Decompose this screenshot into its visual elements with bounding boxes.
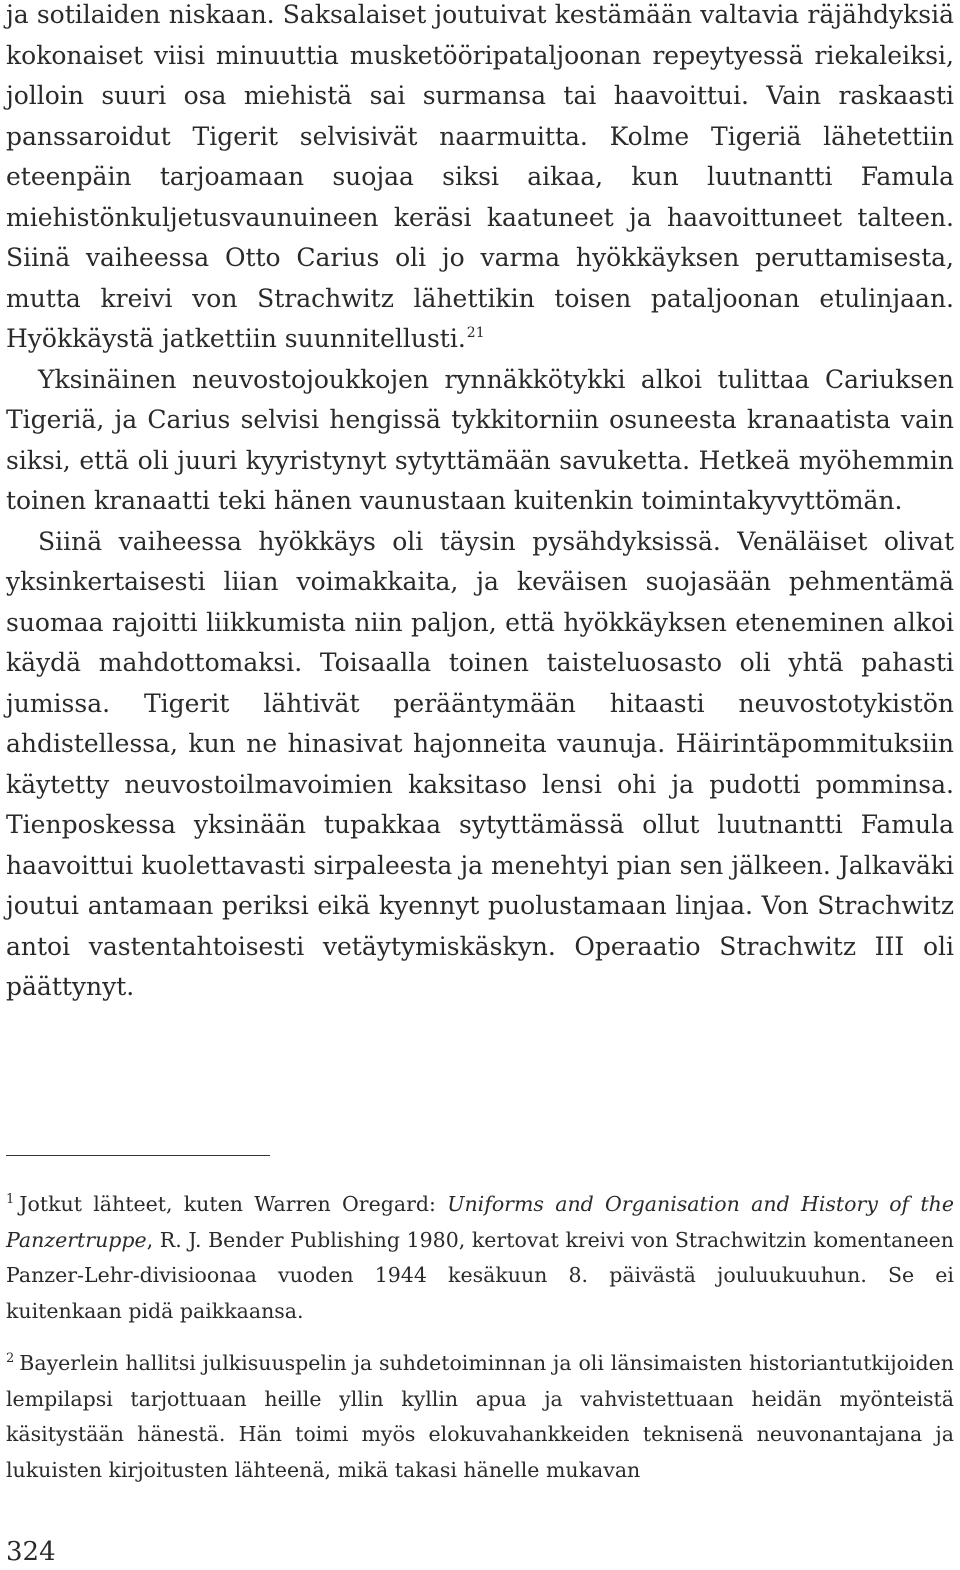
paragraph-1 — [6, 0, 954, 360]
book-page — [6, 0, 954, 1567]
footnote-1-number: 1 — [6, 1192, 15, 1207]
main-text — [6, 0, 954, 1008]
footnote-1-text-start: Jotkut lähteet, kuten Warren Oregard: — [19, 1192, 448, 1216]
page-number: 324 — [6, 1537, 56, 1567]
footnote-1 — [6, 1187, 954, 1329]
footnote-2-number: 2 — [6, 1351, 15, 1366]
footnote-2 — [6, 1346, 954, 1488]
note-reference-21: 21 — [466, 325, 485, 341]
footnotes — [6, 1187, 954, 1505]
paragraph-1-text: ja sotilaiden niskaan. Saksalaiset joutuivat kestämään valtavia räjähdyksiä kokonaiset viisi minuuttia musketööripataljoonan repeytyessä riekaleiksi, jolloin suuri osa miehistä sai surmansa tai haavoittui. Vain raskaasti panssaroidut Tigerit selvisivät naarmuitta. Kolme Tigeriä lähetettiin eteenpäin tarjoamaan suojaa siksi aikaa, kun luutnantti Famula miehistönkuljetusvaunuineen keräsi kaatuneet ja haavoittuneet talteen. Siinä vaiheessa Otto Carius oli jo varma hyökkäyksen peruttamisesta, mutta kreivi von Strachwitz lähettikin toisen pataljoonan etulinjaan. Hyökkäystä jatkettiin suunnitellusti. — [6, 0, 954, 353]
footnote-1-book-title: Uniforms and Organisation and History of the Panzertruppe — [6, 1192, 954, 1252]
paragraph-3: Siinä vaiheessa hyökkäys oli täysin pysähdyksissä. Venäläiset olivat yksinkertaisesti liian voimakkaita, ja keväisen suojasään pehmentämä suomaa rajoitti liikkumista niin paljon, että hyökkäyksen eteneminen alkoi käydä mahdottomaksi. Toisaalla toinen taisteluosasto oli yhtä pahasti jumissa. Tigerit lähtivät perääntymään hitaasti neuvostotykistön ahdistellessa, kun ne hinasivat hajonneita vaunuja. Häirintäpommituksiin käytetty neuvostoilmavoimien kaksitaso lensi ohi ja pudotti pomminsa. Tienposkessa yksinään tupakkaa sytyttämässä ollut luutnantti Famula haavoittui kuolettavasti sirpaleesta ja menehtyi pian sen jälkeen. Jalkaväki joutui antamaan periksi eikä kyennyt puolustamaan linjaa. Von Strachwitz antoi vastentahtoisesti vetäytymiskäskyn. Operaatio Strachwitz III oli päättynyt. — [6, 526, 954, 1001]
paragraph-2: Yksinäinen neuvostojoukkojen rynnäkkötykki alkoi tulittaa Cariuksen Tigeriä, ja Carius selvisi hengissä tykkitorniin osuneesta kranaatista vain siksi, että oli juuri kyyristynyt sytyttämään savuketta. Hetkeä myöhemmin toinen kranaatti teki hänen vaunustaan kuitenkin toimintakyvyttömän. — [6, 364, 954, 515]
footnote-1-text-end: , R. J. Bender Publishing 1980, kertovat kreivi von Strachwitzin komentaneen Panzer-Lehr-divisioonaa vuoden 1944 kesäkuun 8. päivästä jouluukuuhun. Se ei kuitenkaan pidä paikkaansa. — [6, 1227, 954, 1323]
footnote-2-text: Bayerlein hallitsi julkisuuspelin ja suhdetoiminnan ja oli länsimaisten historiantutkijoiden lempilapsi tarjottuaan heille yllin kyllin apua ja vahvistettuaan heidän myönteistä käsitystään hänestä. Hän toimi myös elokuvahankkeiden teknisenä neuvonantajana ja lukuisten kirjoitusten lähteenä, mikä takasi hänelle mukavan — [6, 1351, 954, 1482]
footnote-separator — [6, 1155, 270, 1156]
